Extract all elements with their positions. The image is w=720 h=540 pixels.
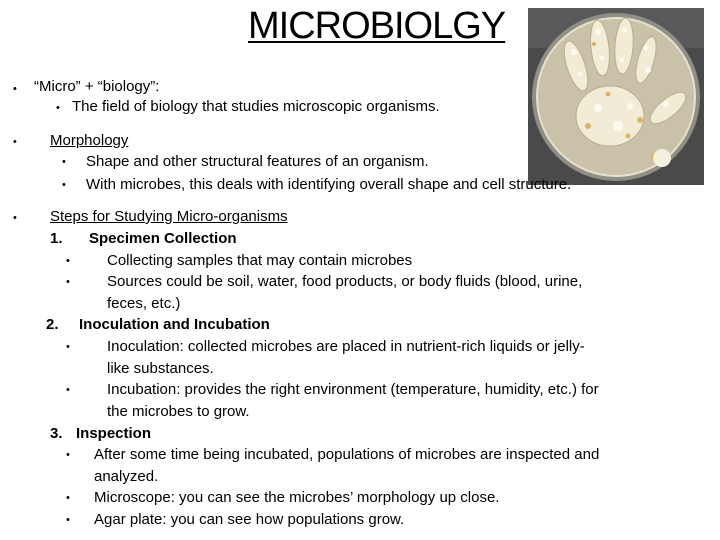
step-title: Inspection bbox=[76, 425, 152, 442]
bullet: • bbox=[13, 136, 17, 148]
step-number: 1. bbox=[50, 230, 63, 247]
bullet: • bbox=[66, 449, 70, 461]
step-point: Agar plate: you can see how populations grow. bbox=[94, 511, 405, 528]
intro-definition: The field of biology that studies microscopic organisms. bbox=[72, 98, 440, 115]
bullet: • bbox=[62, 156, 66, 168]
morphology-point: With microbes, this deals with identifying overall shape and cell structure. bbox=[86, 176, 572, 193]
step-point-continued: analyzed. bbox=[94, 468, 159, 485]
morphology-point: Shape and other structural features of an organism. bbox=[86, 153, 429, 170]
bullet: • bbox=[56, 102, 60, 114]
step-point: Inoculation: collected microbes are placed in nutrient-rich liquids or jelly- bbox=[107, 338, 585, 355]
step-point: Incubation: provides the right environment (temperature, humidity, etc.) for bbox=[107, 381, 599, 398]
step-number: 3. bbox=[50, 425, 63, 442]
bullet: • bbox=[13, 83, 17, 95]
step-point: Microscope: you can see the microbes’ morphology up close. bbox=[94, 489, 500, 506]
bullet: • bbox=[66, 492, 70, 504]
step-point-continued: like substances. bbox=[107, 360, 214, 377]
morphology-heading: Morphology bbox=[50, 132, 129, 149]
slide-title: MICROBIOLGY bbox=[248, 5, 506, 47]
bullet: • bbox=[66, 341, 70, 353]
step-point: Sources could be soil, water, food products, or body fluids (blood, urine, bbox=[107, 273, 583, 290]
agar-plate-handprint-photo bbox=[528, 8, 704, 185]
step-point-continued: the microbes to grow. bbox=[107, 403, 250, 420]
steps-heading: Steps for Studying Micro-organisms bbox=[50, 208, 288, 225]
bullet: • bbox=[13, 212, 17, 224]
step-number: 2. bbox=[46, 316, 59, 333]
bullet: • bbox=[66, 276, 70, 288]
bullet: • bbox=[66, 384, 70, 396]
bullet: • bbox=[66, 255, 70, 267]
step-point-continued: feces, etc.) bbox=[107, 295, 181, 312]
step-title: Inoculation and Incubation bbox=[79, 316, 270, 333]
bullet: • bbox=[66, 514, 70, 526]
step-point: Collecting samples that may contain microbes bbox=[107, 252, 413, 269]
step-point: After some time being incubated, populations of microbes are inspected and bbox=[94, 446, 600, 463]
intro-term: “Micro” + “biology”: bbox=[34, 78, 160, 95]
bullet: • bbox=[62, 179, 66, 191]
step-title: Specimen Collection bbox=[89, 230, 237, 247]
